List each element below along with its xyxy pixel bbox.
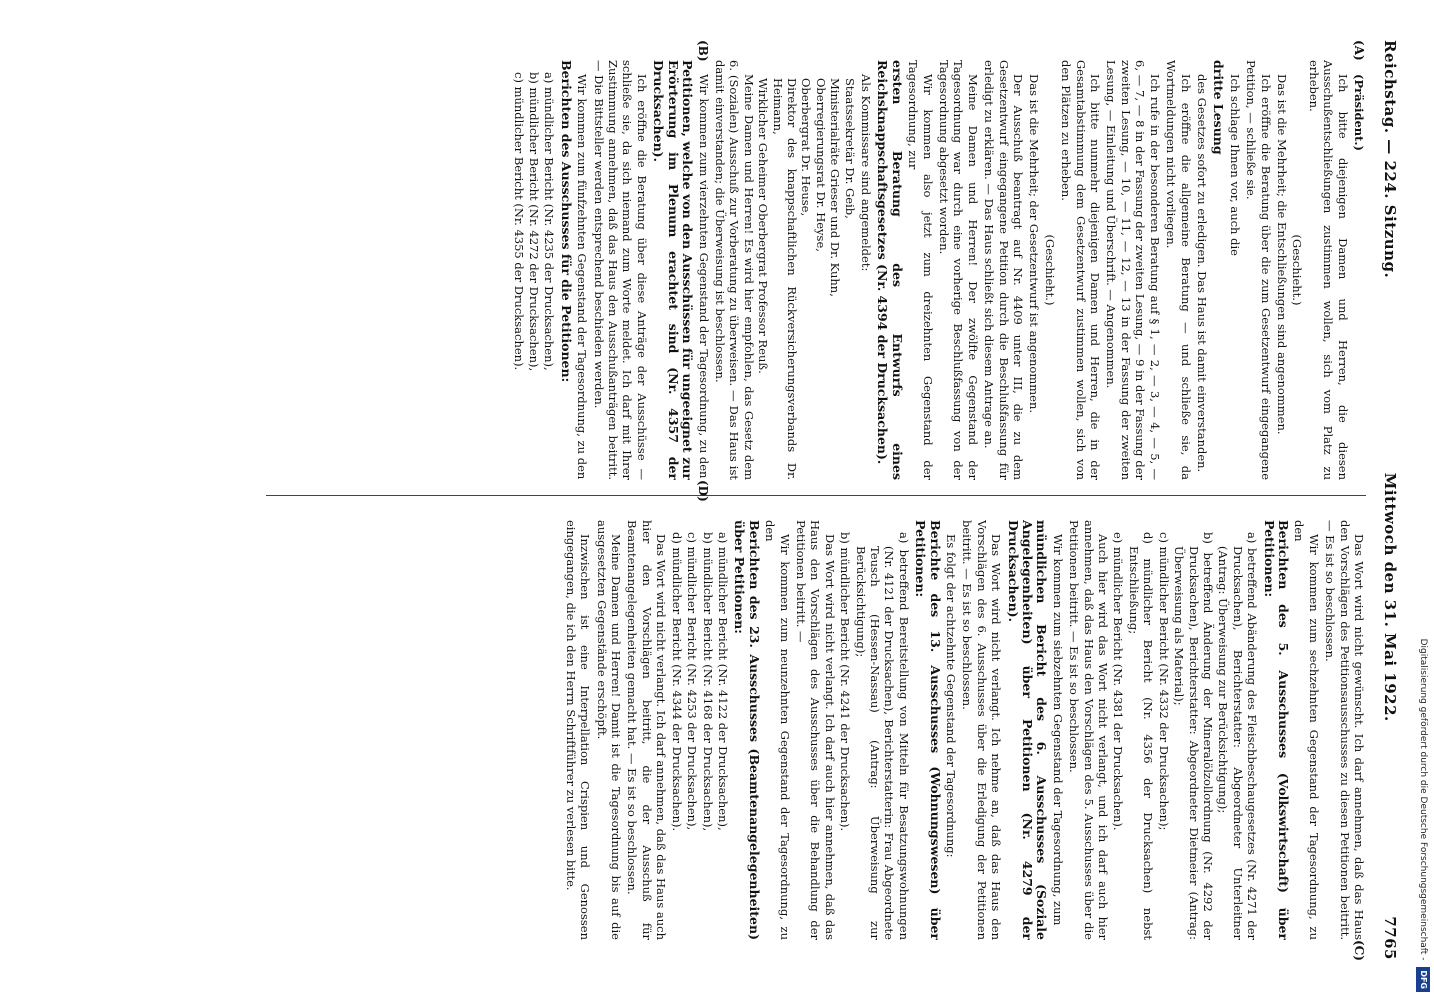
right-column-paragraph: b) mündlicher Bericht (Nr. 4168 der Drucksachen), [700, 532, 715, 832]
right-column-paragraph: Meine Damen und Herren! Damit ist die Tagesordnung bis auf die ausgesetzten Gegenstände erschöpft. [594, 520, 624, 940]
right-column-paragraph: Berichten des 23. Ausschusses (Beamtenangelegenheiten) über Petitionen: [732, 520, 762, 940]
page-header [1370, 40, 1410, 960]
left-column-paragraph: Meine Damen und Herren! Es wird hier empfohlen, das Gesetz dem 6. (Sozialen) Ausschuß zur Vorberatung zu überweisen. — Das Haus ist damit einverstanden; die Überweisung ist beschlossen. [712, 60, 756, 480]
right-column-paragraph: a) mündlicher Bericht (Nr. 4122 der Drucksachen), [715, 532, 730, 831]
left-column-paragraph: Wir kommen also jetzt zum dreizehnten Gegenstand der Tagesordnung, zur [906, 60, 935, 480]
left-column-paragraph: Ich rufe in der besonderen Beratung auf § 1, — 2, — 3, — 4, — 5, — 6, — 7, — 8 in der Fassung der zweiten Lesung, — 9 in der Fassung der zweiten Lesung, — 10, — 11, — 12, — 13 in der Fassung der zweiten Lesung, — Einleitung und Überschrift. — Angenommen. [1104, 60, 1162, 480]
left-column-paragraph: c) mündlicher Bericht (Nr. 4355 der Drucksachen). [511, 72, 526, 371]
right-column-paragraph: b) betreffend Änderung der Mineralölzollordnung (Nr. 4292 der Drucksachen), Berichterstatter: Abgeordneter Dietmeier (Antrag: Überweisung als Material); [1172, 532, 1215, 940]
right-column-paragraph: c) mündlicher Bericht (Nr. 4332 der Drucksachen); [1156, 532, 1171, 831]
left-column-paragraph: Als Kommissare sind angemeldet: [859, 74, 873, 272]
left-column-paragraph: Ich schlage Ihnen vor, auch die [1227, 74, 1242, 256]
left-column-paragraph: Oberregierungsrat Dr. Heyse, [813, 78, 828, 252]
left-column-paragraph: (Geschieht.) [1290, 234, 1305, 306]
right-column-paragraph: Das Wort wird nicht verlangt. Ich darf annehmen, daß das Haus auch hier den Vorschlägen beitritt, die der Ausschuß für Beamtenangelegenheiten gemacht hat. — Es ist so beschlossen. [625, 520, 669, 940]
left-column-paragraph: Meine Damen und Herren! Der zwölfte Gegenstand der Tagesordnung war durch eine vorherige Beschlußfassung von der Tagesordnung abgesetzt worden. [937, 60, 980, 480]
right-column-paragraph: Berichte des 13. Ausschusses (Wohnungswesen) über Petitionen: [913, 520, 943, 940]
left-column-paragraph: Oberbergrat Dr. Heuse, [799, 78, 814, 217]
column-divider [266, 495, 1366, 496]
right-column-paragraph: d) mündlicher Bericht (Nr. 4356 der Drucksachen) nebst Entschließung; [1126, 532, 1156, 940]
margin-mark-a: (A) [1352, 40, 1366, 61]
rotated-document [90, 40, 1410, 960]
left-column-paragraph: Das ist die Mehrheit; der Gesetzentwurf ist angenommen. [1027, 74, 1042, 414]
left-column-paragraph: a) mündlicher Bericht (Nr. 4235 der Drucksachen), [542, 72, 557, 371]
right-column-paragraph: a) betreffend Abänderung des Fleischbeschaugesetzes (Nr. 4271 der Drucksachen), Berichterstatter: Abgeordneter Unterleitner (Antrag: Überweisung zur Berücksichtigung); [1216, 532, 1260, 940]
right-column-paragraph: Das Wort wird nicht verlangt. Ich darf auch hier annehmen, daß das Haus den Vorschlägen des Ausschusses über die Behandlung der Petitionen beitritt. — [793, 520, 837, 940]
right-column-paragraph: Das Wort wird nicht gewünscht. Ich darf annehmen, daß das Haus den Vorschlägen des Petitionsausschusses zu diesen Petitionen beitritt. — Es ist so beschlossen. [1323, 520, 1366, 940]
left-column-paragraph: (Präsident.) [1352, 74, 1366, 151]
left-column-paragraph: Das ist die Mehrheit; die Entschließungen sind angenommen. [1274, 74, 1289, 435]
left-column-paragraph: Ich eröffne die allgemeine Beratung — und schließe sie, da Wortmeldungen nicht vorliegen. [1164, 60, 1193, 480]
page-number: 7765 [1381, 916, 1399, 960]
right-column [106, 520, 1366, 940]
right-column-paragraph: d) mündlicher Bericht (Nr. 4344 der Drucksachen). [669, 532, 684, 832]
left-column-paragraph: Ministerialräte Grieser und Dr. Kuhn, [828, 78, 843, 297]
left-column-paragraph: ersten Beratung des Entwurfs eines Reichsknappschaftsgesetzes (Nr. 4394 der Drucksachen). [875, 60, 905, 480]
digitization-credit [1416, 0, 1430, 1000]
right-column-paragraph: a) betreffend Bereitstellung von Mitteln für Besatzungswohnungen (Nr. 4121 der Drucksachen), Berichterstatterin: Frau Abgeordnete Teusch (Hessen-Nassau) (Antrag: Überweisung zur Berücksichtigung); [853, 532, 911, 940]
right-column-paragraph: Wir kommen zum neunzehnten Gegenstand der Tagesordnung, zu den [763, 520, 792, 940]
margin-mark-c: (C) [1352, 940, 1366, 961]
right-column-paragraph: Wir kommen zum siebzehnten Gegenstand der Tagesordnung, zum [1050, 534, 1065, 926]
left-column-paragraph: Ich eröffne die Beratung über diese Anträge der Ausschüsse — schließe sie, da sich niemand zum Worte meldet. Ich darf mit Ihrer Zustimmung annehmen, daß das Haus den Ausschußanträgen beitritt. — Die Bittsteller werden entsprechend beschieden werden. [591, 60, 649, 480]
credit-text: Digitalisierung gefördert durch die Deutsche Forschungsgemeinschaft - [1418, 638, 1428, 961]
right-column-paragraph: Es folgt der achtzehnte Gegenstand der Tagesordnung: [944, 534, 959, 858]
header-date: Mittwoch den 31. Mai 1922. [1381, 472, 1399, 722]
left-column-paragraph: des Gesetzes sofort zu erledigen. Das Haus ist damit einverstanden. [1194, 74, 1209, 473]
left-column-paragraph: Ich eröffne die Beratung über die zum Gesetzentwurf eingegangene Petition, — schließe sie. [1244, 60, 1273, 480]
left-column-paragraph: Der Ausschuß beantragt auf Nr. 4409 unter III, die zu dem Gesetzentwurf eingegangene Petition durch die Beschlußfassung für erledigt zu erklären. — Das Haus schließt sich diesem Antrage an. [982, 60, 1026, 480]
right-column-paragraph: b) mündlicher Bericht (Nr. 4241 der Drucksachen). [838, 532, 853, 832]
left-column-paragraph: Ich bitte nunmehr diejenigen Damen und Herren, die in der Gesamtabstimmung dem Gesetzentwurf zustimmen wollen, sich von den Plätzen zu erheben. [1059, 60, 1103, 480]
right-column-paragraph: Wir kommen zum sechzehnten Gegenstand der Tagesordnung, zu den [1292, 520, 1321, 940]
left-column-paragraph: dritte Lesung [1211, 60, 1227, 155]
right-column-paragraph: Das Wort wird nicht verlangt. Ich nehme an, daß das Haus den Vorschlägen des 6. Ausschusses über die Erledigung der Petitionen beitritt. — Es ist so beschlossen. [960, 520, 1004, 940]
dfg-logo: DFG [1416, 967, 1430, 992]
left-column-paragraph: Berichten des Ausschusses für die Petitionen: [558, 60, 574, 383]
right-column-paragraph: Auch hier wird das Wort nicht verlangt, und ich darf auch hier annehmen, daß das Haus den Vorschlägen des 5. Ausschusses über die Petitionen beitritt. — Es ist so beschlossen. [1067, 520, 1111, 940]
margin-mark-d: (D) [696, 480, 710, 502]
left-column-paragraph: Ich bitte diejenigen Damen und Herren, die diesen Ausschußentschließungen zustimmen wollen, sich vom Platz zu erheben. [1306, 60, 1350, 480]
left-column-paragraph: (Geschieht.) [1042, 234, 1057, 306]
header-left: Reichstag. — 224. Sitzung. [1381, 40, 1399, 279]
left-column-paragraph: Staatssekretär Dr. Geib, [842, 78, 857, 219]
left-column-paragraph: b) mündlicher Bericht (Nr. 4272 der Drucksachen), [527, 72, 542, 372]
left-column-paragraph: Wir kommen zum fünfzehnten Gegenstand der Tagesordnung, zu den [575, 74, 590, 480]
left-column [106, 60, 1366, 480]
left-column-paragraph: Wir kommen zum vierzehnten Gegenstand der Tagesordnung, zu den [696, 74, 711, 479]
right-column-paragraph: mündlichen Bericht des 6. Ausschusses (Soziale Angelegenheiten) über Petitionen (Nr. 4279 der Drucksachen). [1005, 520, 1050, 940]
right-column-paragraph: c) mündlicher Bericht (Nr. 4253 der Drucksachen), [685, 532, 700, 831]
left-column-paragraph: Direktor des knappschaftlichen Rückversicherungsverbands Dr. Heimann, [770, 78, 799, 480]
margin-mark-b: (B) [696, 40, 710, 62]
right-column-paragraph: Berichten des 5. Ausschusses (Volkswirtschaft) über Petitionen: [1261, 520, 1291, 940]
left-column-paragraph: Petitionen, welche von den Ausschüssen für ungeeignet zur Erörterung im Plenum erachtet sind (Nr. 4357 der Drucksachen). [651, 60, 696, 480]
right-column-paragraph: Inzwischen ist eine Interpellation Crispien und Genossen eingegangen, die ich den Herrn Schriftführer zu verlesen bitte. [563, 520, 593, 940]
right-column-paragraph: e) mündlicher Bericht (Nr. 4381 der Drucksachen). [1111, 532, 1126, 831]
digitization-sidebar [1418, 0, 1432, 1000]
left-column-paragraph: Wirklicher Geheimer Oberbergrat Professor Reuß. [756, 78, 771, 374]
